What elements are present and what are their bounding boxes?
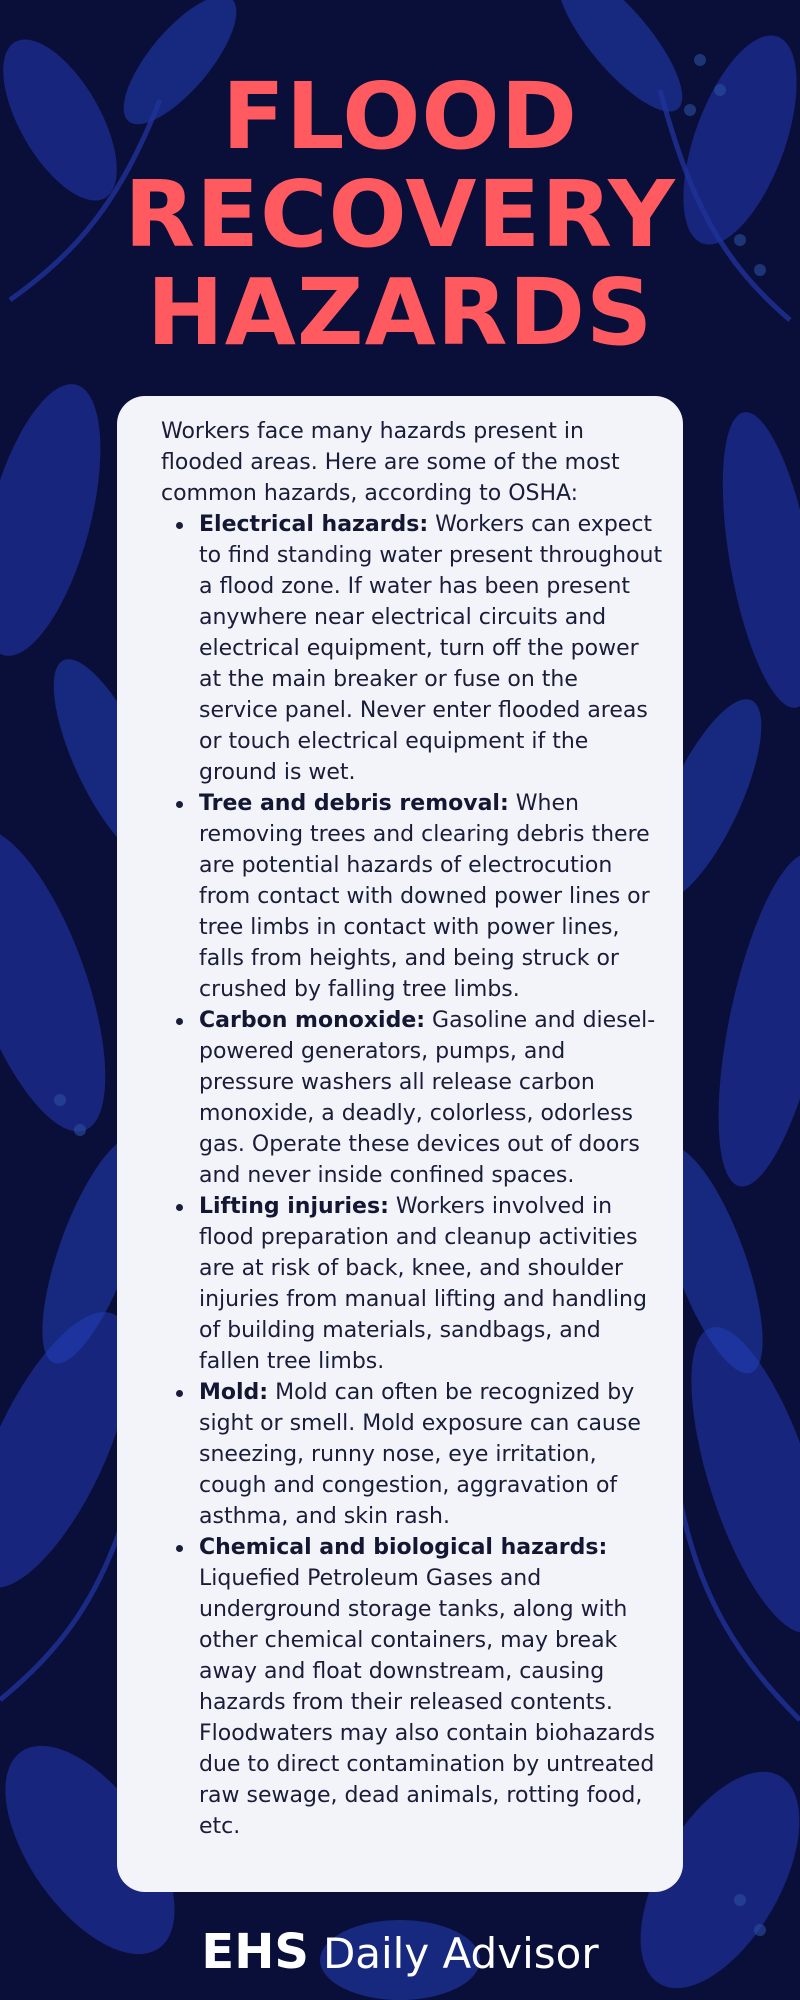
hazard-label: Lifting injuries: — [199, 1194, 389, 1219]
hazard-text: Gasoline and diesel-powered generators, pumps, and pressure washers all release carbon monoxide, a deadly, colorless, odorless gas. Operate these devices out of doors and never inside confined spaces. — [199, 1008, 656, 1188]
hazard-text: Mold can often be recognized by sight or smell. Mold exposure can cause sneezing, runny nose, eye irritation, cough and congestion, aggravation of asthma, and skin rash. — [199, 1380, 641, 1529]
poster-title — [0, 63, 800, 366]
hazard-item-lifting — [161, 1191, 663, 1377]
title-line-3: HAZARDS — [146, 259, 654, 366]
hazard-item-chemical-biological — [161, 1532, 663, 1842]
hazard-label: Chemical and biological hazards: — [199, 1535, 608, 1560]
hazard-item-carbon-monoxide — [161, 1005, 663, 1191]
title-line-1: FLOOD — [222, 63, 578, 170]
hazard-item-mold — [161, 1377, 663, 1532]
hazard-label: Carbon monoxide: — [199, 1008, 426, 1033]
hazard-list — [161, 509, 663, 1842]
hazard-text: When removing trees and clearing debris there are potential hazards of electrocution from contact with downed power lines or tree limbs in contact with power lines, falls from heights, and being struck or crushed by falling tree limbs. — [199, 791, 650, 1002]
intro-paragraph: Workers face many hazards present in flooded areas. Here are some of the most common hazards, according to OSHA: — [161, 419, 620, 506]
hazard-text: Workers can expect to find standing water present throughout a flood zone. If water has been present anywhere near electrical circuits and electrical equipment, turn off the power at the main breaker or fuse on the service panel. Never enter flooded areas or touch electrical equipment if the ground is wet. — [199, 512, 663, 785]
content-card — [117, 396, 683, 1892]
hazard-item-tree-debris — [161, 788, 663, 1005]
hazard-text: Liquefied Petroleum Gases and underground storage tanks, along with other chemical containers, may break away and float downstream, causing hazards from their released contents. Floodwaters may also contain biohazards due to direct contamination by untreated raw sewage, dead animals, rotting food, etc. — [199, 1566, 655, 1839]
hazard-label: Tree and debris removal: — [199, 791, 509, 816]
hazard-label: Mold: — [199, 1380, 269, 1405]
publisher-logo — [0, 1920, 800, 1986]
logo-brand: EHS — [201, 1924, 309, 1980]
logo-name: Daily Advisor — [322, 1929, 599, 1978]
title-line-2: RECOVERY — [124, 161, 676, 268]
hazard-label: Electrical hazards: — [199, 512, 429, 537]
hazard-text: Workers involved in flood preparation and cleanup activities are at risk of back, knee, and shoulder injuries from manual lifting and handling of building materials, sandbags, and fallen tree limbs. — [199, 1194, 647, 1374]
hazard-item-electrical — [161, 509, 663, 788]
